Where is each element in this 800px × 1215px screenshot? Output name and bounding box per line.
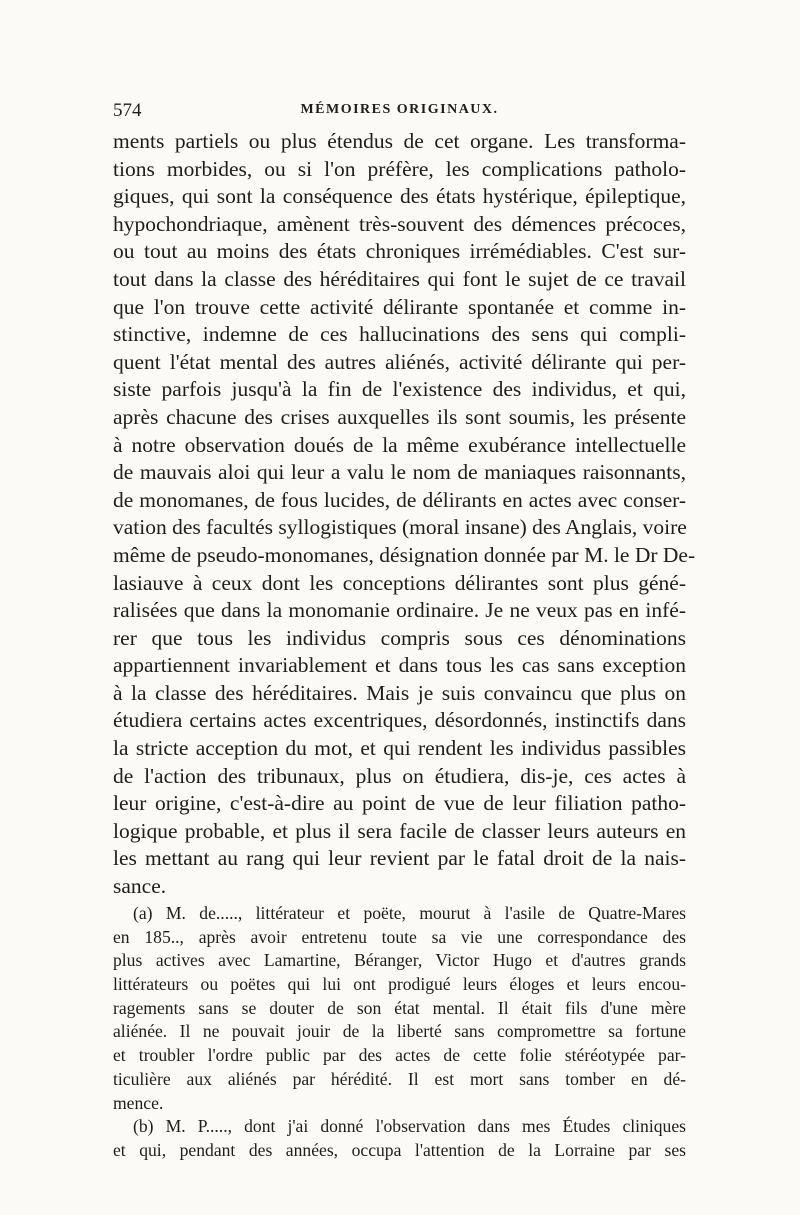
- text-line: lasiauve à ceux dont les conceptions délirantes sont plus géné-: [113, 570, 686, 595]
- text-line: à notre observation doués de la même exubérance intellectuelle: [113, 432, 686, 457]
- running-head: MÉMOIRES ORIGINAUX.: [300, 102, 499, 117]
- text-line: rer que tous les individus compris sous ces dénominations: [113, 625, 686, 650]
- text-line: hypochondriaque, amènent très-souvent des démences précoces,: [113, 211, 686, 236]
- text-line: tions morbides, ou si l'on préfère, les complications patholo-: [113, 156, 686, 181]
- text-line: logique probable, et plus il sera facile de classer leurs auteurs en: [113, 818, 686, 843]
- footnote-line: et qui, pendant des années, occupa l'attention de la Lorraine par ses: [113, 1139, 686, 1160]
- text-line: giques, qui sont la conséquence des états hystérique, épileptique,: [113, 184, 686, 209]
- footnote-line: plus actives avec Lamartine, Béranger, Victor Hugo et d'autres grands: [113, 950, 686, 971]
- text-line: stinctive, indemne de ces hallucinations des sens qui compli-: [113, 322, 686, 347]
- footnote-line: et troubler l'ordre public par des actes de cette folie stéréotypée par-: [113, 1045, 686, 1066]
- footnote-line: mence.: [113, 1092, 164, 1113]
- text-line: même de pseudo-monomanes, désignation donnée par M. le Dr De-: [113, 542, 696, 567]
- footnotes: [113, 902, 686, 1163]
- text-line: après chacune des crises auxquelles ils sont soumis, les présente: [113, 404, 686, 429]
- text-line: les mettant au rang qui leur revient par le fatal droit de la nais-: [113, 846, 686, 871]
- text-line: leur origine, c'est-à-dire au point de vue de leur filiation patho-: [113, 791, 686, 816]
- footnote-line: ragements sans se douter de son état mental. Il était fils d'une mère: [113, 997, 686, 1018]
- text-line: quent l'état mental des autres aliénés, activité délirante qui per-: [113, 349, 686, 374]
- page-header: [113, 100, 686, 126]
- footnote-line: (b) M. P....., dont j'ai donné l'observation dans mes Études cliniques: [133, 1116, 686, 1137]
- footnote-line: en 185.., après avoir entretenu toute sa vie une correspondance des: [113, 926, 686, 947]
- page-number: 574: [113, 100, 142, 121]
- body-text: [113, 128, 696, 901]
- footnote-line: (a) M. de....., littérateur et poëte, mourut à l'asile de Quatre-Mares: [133, 903, 686, 923]
- text-line: tout dans la classe des héréditaires qui font le sujet de ce travail: [113, 266, 686, 291]
- text-line: de l'action des tribunaux, plus on étudiera, dis-je, ces actes à: [113, 763, 686, 788]
- text-line: que l'on trouve cette activité délirante spontanée et comme in-: [113, 294, 686, 319]
- text-line: la stricte acception du mot, et qui rendent les individus passibles: [113, 736, 686, 761]
- footnote-line: aliénée. Il ne pouvait jouir de la liberté sans compromettre sa fortune: [113, 1021, 686, 1042]
- text-line: vation des facultés syllogistiques (moral insane) des Anglais, voire: [113, 515, 687, 540]
- footnote-line: littérateurs ou poëtes qui lui ont prodigué leurs éloges et leurs encou-: [113, 974, 686, 995]
- text-line: sance.: [113, 874, 167, 899]
- text-line: ou tout au moins des états chroniques irrémédiables. C'est sur-: [113, 239, 686, 264]
- text-line: de mauvais aloi qui leur a valu le nom de maniaques raisonnants,: [113, 460, 686, 485]
- text-line: appartiennent invariablement et dans tous les cas sans exception: [113, 653, 686, 678]
- footnote-line: ticulière aux aliénés par hérédité. Il est mort sans tomber en dé-: [113, 1068, 686, 1089]
- text-line: ralisées que dans la monomanie ordinaire. Je ne veux pas en infé-: [113, 598, 686, 623]
- text-line: siste parfois jusqu'à la fin de l'existence des individus, et qui,: [113, 377, 686, 402]
- text-line: ments partiels ou plus étendus de cet organe. Les transforma-: [113, 129, 686, 153]
- text-line: à la classe des héréditaires. Mais je suis convaincu que plus on: [113, 680, 686, 705]
- text-line: étudiera certains actes excentriques, désordonnés, instinctifs dans: [113, 708, 686, 733]
- text-line: de monomanes, de fous lucides, de délirants en actes avec conser-: [113, 487, 686, 512]
